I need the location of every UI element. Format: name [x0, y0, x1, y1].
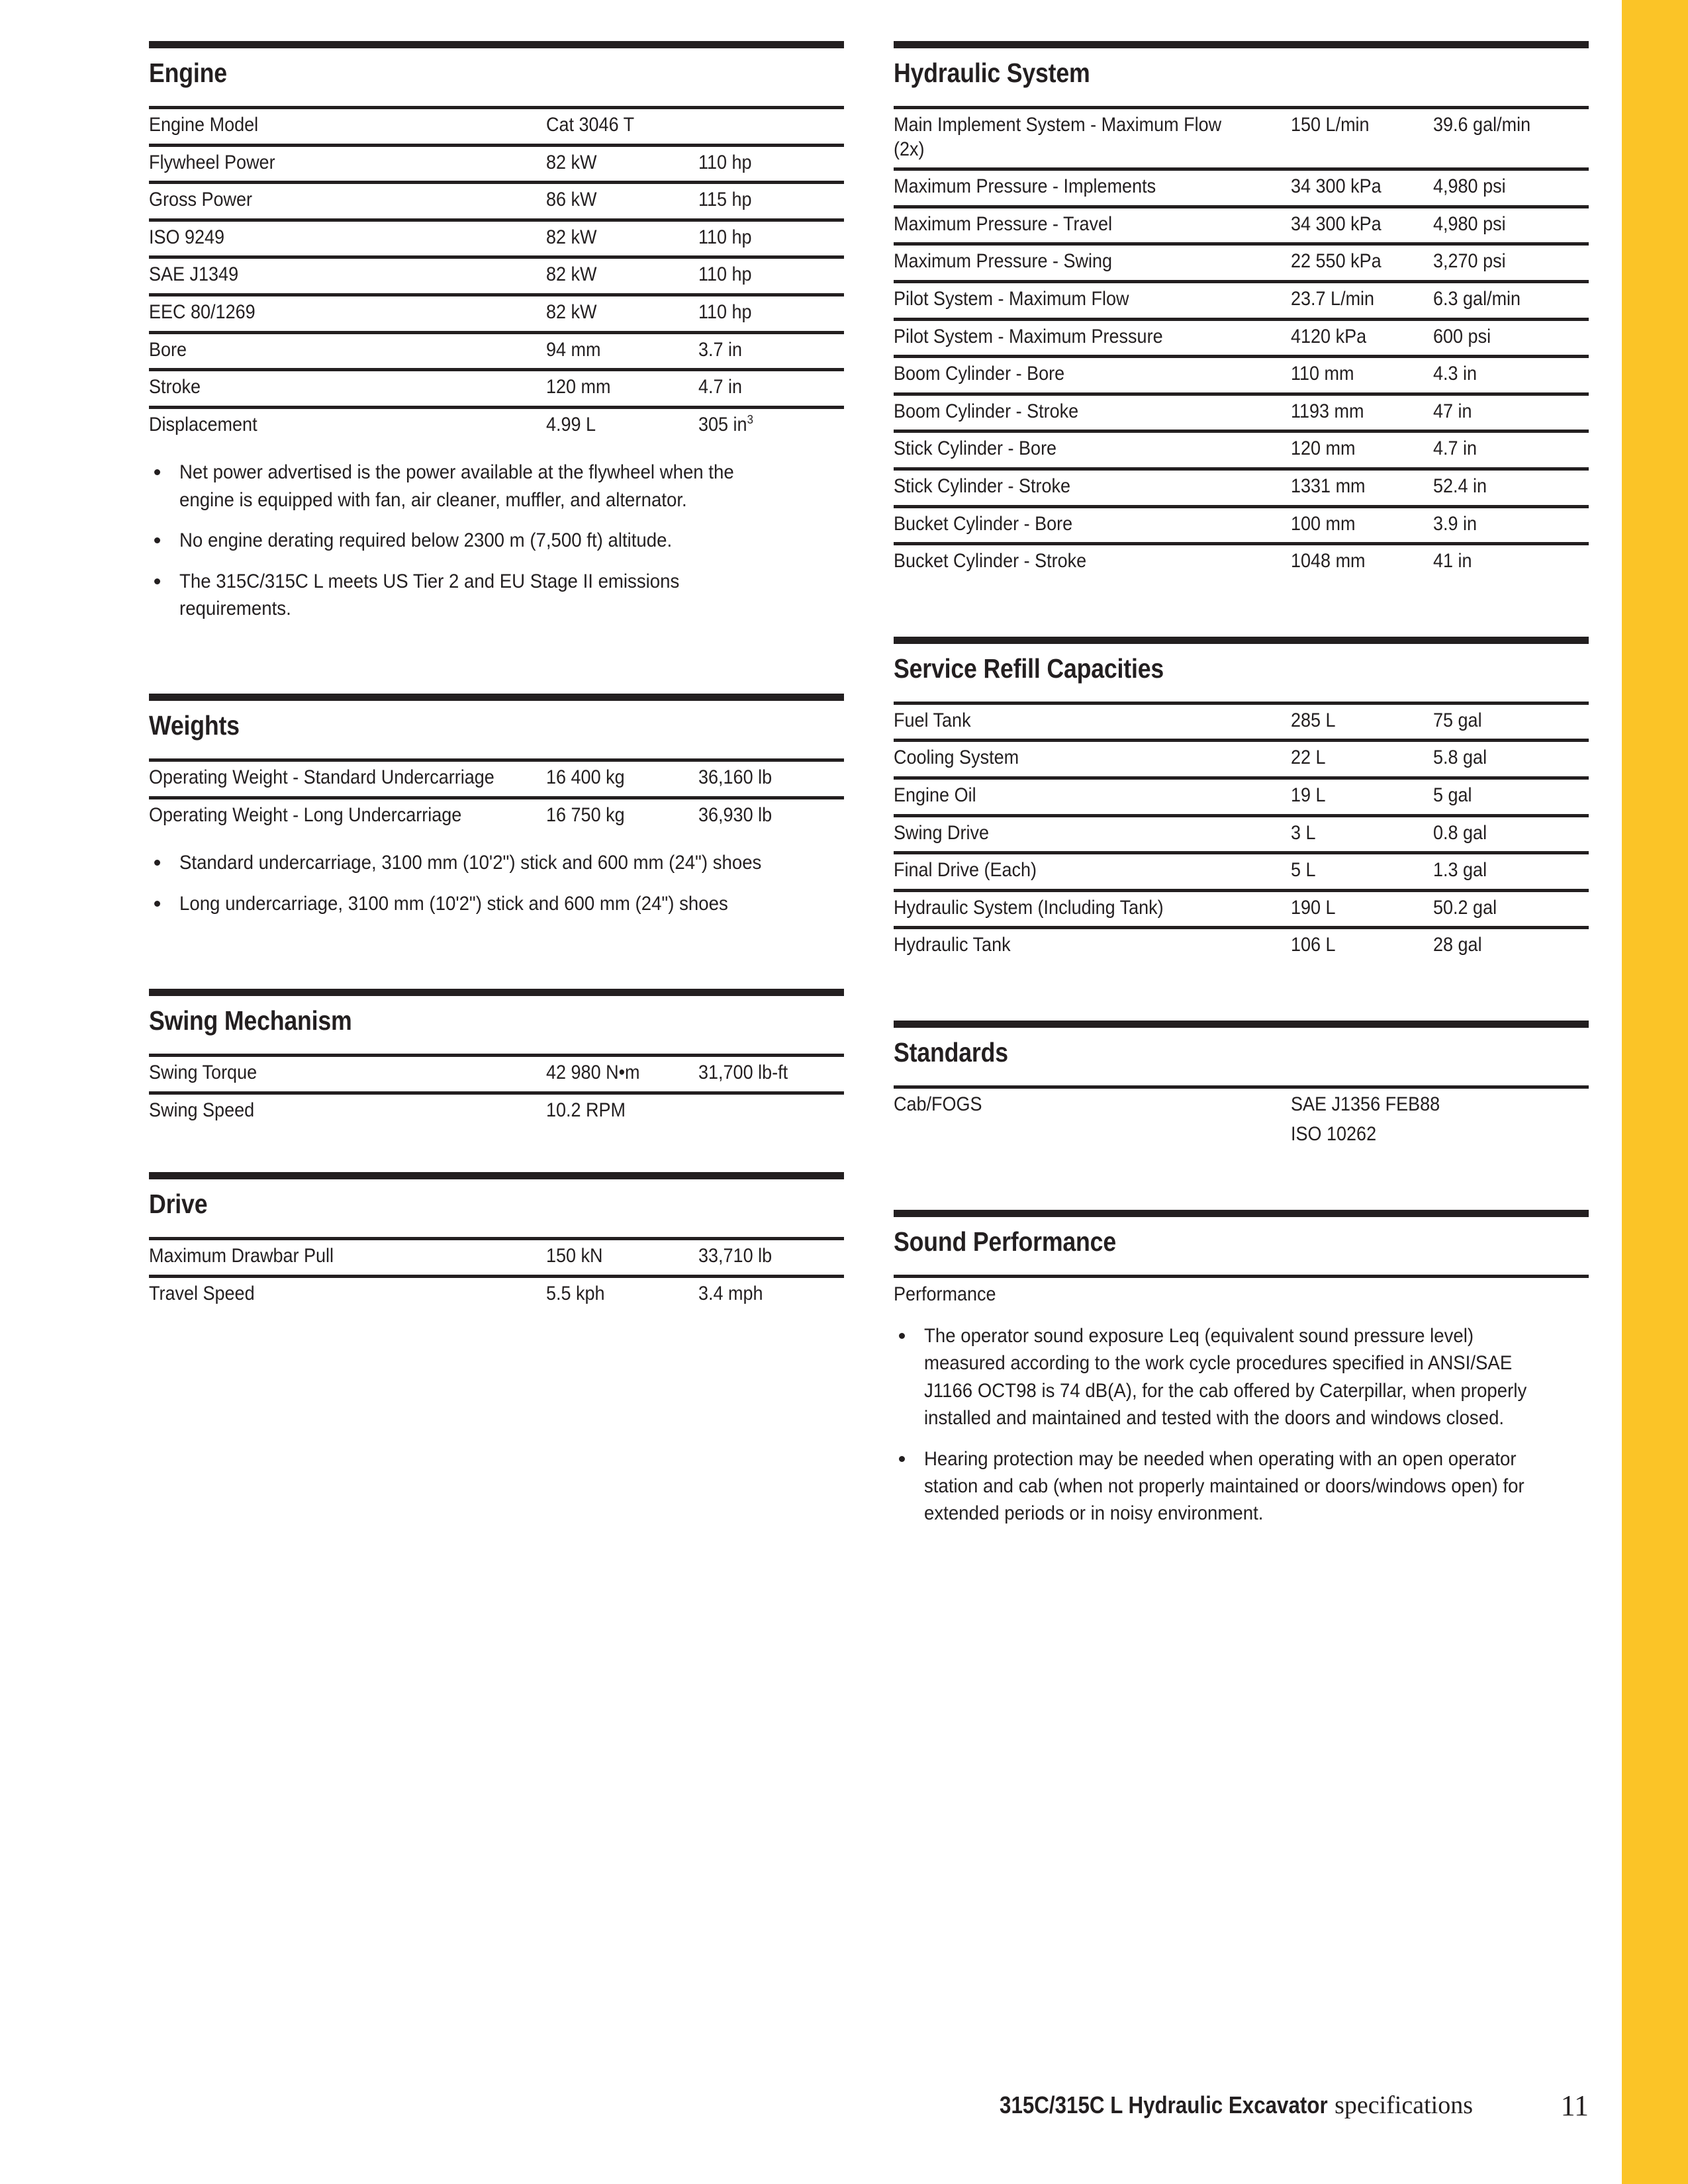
row-label: Travel Speed: [149, 1277, 546, 1312]
row-value-imperial: 4.7 in: [698, 370, 844, 408]
row-label: Swing Speed: [149, 1093, 546, 1128]
row-label: Final Drive (Each): [894, 853, 1291, 891]
section-rule: [894, 637, 1589, 644]
spacer: [894, 1153, 1589, 1210]
row-value-metric: 16 750 kg: [546, 797, 698, 833]
row-value-metric: 100 mm: [1291, 506, 1433, 544]
section-title-service-refill-capacities: Service Refill Capacities: [894, 653, 1164, 684]
row-value-imperial: 110 hp: [698, 145, 844, 183]
row-label: Displacement: [149, 407, 546, 443]
spacer: [894, 580, 1589, 637]
list-item: [149, 527, 844, 554]
row-value-metric: 16 400 kg: [546, 760, 698, 798]
spacer: [149, 917, 844, 989]
table-row: [894, 778, 1589, 815]
row-value-metric: 82 kW: [546, 295, 698, 332]
row-value-metric: 1331 mm: [1291, 469, 1433, 506]
section-title-standards: Standards: [894, 1036, 1008, 1068]
row-value-imperial: 4.7 in: [1433, 432, 1589, 469]
row-value-metric: 4120 kPa: [1291, 319, 1433, 357]
row-value-metric: 3 L: [1291, 815, 1433, 853]
row-value-imperial: 110 hp: [698, 295, 844, 332]
table-row: [149, 760, 844, 798]
row-value-imperial: 305 $in^3$: [698, 407, 844, 443]
standards-rows: [894, 1087, 1589, 1153]
row-value-metric: 120 mm: [1291, 432, 1433, 469]
row-label: Bucket Cylinder - Bore: [894, 506, 1291, 544]
row-label: Maximum Pressure - Swing: [894, 244, 1291, 282]
row-value-imperial: 36,160 lb: [698, 760, 844, 798]
row-value-metric: 285 L: [1291, 703, 1433, 741]
section-title-swing-mechanism: Swing Mechanism: [149, 1005, 352, 1036]
table-row: [149, 1093, 844, 1128]
right-column: [894, 41, 1589, 1527]
row-label: Hydraulic System (Including Tank): [894, 890, 1291, 928]
row-value-metric: 5 L: [1291, 853, 1433, 891]
table-row: [149, 370, 844, 408]
row-value-metric: 4.99 L: [546, 407, 698, 443]
row-label: Gross Power: [149, 183, 546, 220]
table-row: [149, 407, 844, 443]
row-label: Stroke: [149, 370, 546, 408]
row-label: Swing Drive: [894, 815, 1291, 853]
row-label: Bucket Cylinder - Stroke: [894, 544, 1291, 580]
section-engine: [149, 41, 844, 622]
swing-mechanism-spec-table: [149, 1054, 844, 1128]
row-value-imperial: 33,710 lb: [698, 1239, 844, 1277]
table-row: [894, 853, 1589, 891]
table-row: [894, 469, 1589, 506]
table-row: [149, 1239, 844, 1277]
drive-spec-table: [149, 1237, 844, 1312]
row-value-imperial: 52.4 in: [1433, 469, 1589, 506]
table-row: [894, 815, 1589, 853]
row-value-metric: 22 L: [1291, 741, 1433, 778]
row-label: Engine Oil: [894, 778, 1291, 815]
row-value-metric: 1193 mm: [1291, 394, 1433, 432]
table-row: [894, 506, 1589, 544]
list-item-text: Standard undercarriage, 3100 mm (10'2") stick and 600 mm (24") shoes: [179, 852, 762, 874]
row-label: Engine Model: [149, 108, 546, 146]
row-value-metric: 94 mm: [546, 332, 698, 370]
table-row: [894, 169, 1589, 207]
table-row: [149, 1277, 844, 1312]
row-label: Flywheel Power: [149, 145, 546, 183]
row-value-imperial: 3.7 in: [698, 332, 844, 370]
table-row: [894, 394, 1589, 432]
row-value-imperial: 4.3 in: [1433, 357, 1589, 394]
hydraulic-system-spec-table: [894, 106, 1589, 580]
section-title-engine: Engine: [149, 58, 227, 88]
row-value-metric: 82 kW: [546, 145, 698, 183]
row-value-metric: 19 L: [1291, 778, 1433, 815]
list-item-text: The 315C/315C L meets US Tier 2 and EU Stage II emissions requirements.: [179, 570, 680, 619]
sound-performance-subheading: Performance: [894, 1283, 996, 1306]
table-row: [894, 890, 1589, 928]
row-value-metric: Cat 3046 T: [546, 108, 698, 146]
section-sound-performance: [894, 1210, 1589, 1527]
list-item-text: Long undercarriage, 3100 mm (10'2") stick and 600 mm (24") shoes: [179, 892, 728, 915]
hydraulic-rows: [894, 108, 1589, 580]
table-row: [894, 357, 1589, 394]
table-row: [149, 183, 844, 220]
row-label: Maximum Pressure - Travel: [894, 206, 1291, 244]
engine-notes: [149, 459, 844, 622]
table-row: [894, 544, 1589, 580]
table-row: [894, 319, 1589, 357]
row-value-imperial: 39.6 gal/min: [1433, 108, 1589, 169]
row-value-imperial: 115 hp: [698, 183, 844, 220]
sound-performance-notes: [894, 1322, 1589, 1527]
row-label: Boom Cylinder - Bore: [894, 357, 1291, 394]
table-row: [149, 220, 844, 257]
row-label: Fuel Tank: [894, 703, 1291, 741]
row-value-imperial: 3,270 psi: [1433, 244, 1589, 282]
row-label: Operating Weight - Standard Undercarriage: [149, 760, 546, 798]
accent-edge-bar: [1622, 0, 1688, 2184]
list-item: [894, 1445, 1589, 1527]
section-rule: [894, 1021, 1589, 1028]
row-value-imperial: 3.9 in: [1433, 506, 1589, 544]
row-value-imperial: 600 psi: [1433, 319, 1589, 357]
service-rows: [894, 703, 1589, 964]
row-value-imperial: [698, 1093, 844, 1128]
spacer: [894, 964, 1589, 1021]
superscript: 3: [747, 412, 753, 426]
section-drive: [149, 1172, 844, 1312]
engine-spec-table: [149, 106, 844, 443]
row-value-imperial: 36,930 lb: [698, 797, 844, 833]
sound-performance-subheading-rule: [894, 1275, 1589, 1306]
row-value-imperial: 3.4 mph: [698, 1277, 844, 1312]
row-value-metric: SAE J1356 FEB88: [1291, 1087, 1433, 1122]
table-row: [894, 703, 1589, 741]
row-value-metric: ISO 10262: [1291, 1123, 1377, 1146]
row-label: Swing Torque: [149, 1056, 546, 1093]
table-row: [894, 281, 1589, 319]
engine-rows: [149, 108, 844, 443]
row-value-imperial: 28 gal: [1433, 928, 1589, 964]
row-value-imperial: 6.3 gal/min: [1433, 281, 1589, 319]
row-value-metric: 34 300 kPa: [1291, 169, 1433, 207]
row-label: [894, 1122, 1291, 1153]
row-value-metric: 190 L: [1291, 890, 1433, 928]
service-refill-spec-table: [894, 702, 1589, 964]
drive-rows: [149, 1239, 844, 1312]
table-row: [894, 244, 1589, 282]
page-footer: [149, 2078, 1589, 2122]
row-value-imperial: [1433, 1122, 1589, 1153]
table-row: [894, 206, 1589, 244]
table-row: [894, 1122, 1589, 1153]
row-value-imperial: 4,980 psi: [1433, 169, 1589, 207]
table-row: [894, 108, 1589, 169]
row-value-metric: 106 L: [1291, 928, 1433, 964]
footer-title-regular: specifications: [1335, 2091, 1473, 2119]
row-label: Main Implement System - Maximum Flow (2x): [894, 108, 1291, 169]
section-rule: [894, 1210, 1589, 1217]
row-label: Pilot System - Maximum Flow: [894, 281, 1291, 319]
row-value-imperial: 4,980 psi: [1433, 206, 1589, 244]
row-value-metric: 82 kW: [546, 220, 698, 257]
section-title-weights: Weights: [149, 710, 240, 741]
table-row: [149, 108, 844, 146]
list-item: [149, 849, 844, 876]
weights-notes: [149, 849, 844, 917]
table-row: [149, 295, 844, 332]
section-swing-mechanism: [149, 989, 844, 1128]
row-value-imperial: 41 in: [1433, 544, 1589, 580]
row-label: Pilot System - Maximum Pressure: [894, 319, 1291, 357]
standards-spec-table: [894, 1085, 1589, 1153]
list-item-text: Hearing protection may be needed when operating with an open operator station and cab (when not properly maintained or doors/windows open) for extended periods or in noisy environment.: [924, 1447, 1524, 1525]
row-value-imperial: [1433, 1087, 1589, 1122]
table-row: [894, 928, 1589, 964]
row-value-imperial: 31,700 lb-ft: [698, 1056, 844, 1093]
table-row: [149, 332, 844, 370]
row-value-metric: 120 mm: [546, 370, 698, 408]
section-rule: [149, 989, 844, 996]
spacer: [149, 1128, 844, 1172]
row-value-metric: 22 550 kPa: [1291, 244, 1433, 282]
row-value-metric: 150 L/min: [1291, 108, 1433, 169]
row-value-metric: 150 kN: [546, 1239, 698, 1277]
row-value-metric: 86 kW: [546, 183, 698, 220]
row-value-imperial: 75 gal: [1433, 703, 1589, 741]
table-row: [149, 1056, 844, 1093]
row-value-metric: 34 300 kPa: [1291, 206, 1433, 244]
section-title-sound-performance: Sound Performance: [894, 1226, 1116, 1257]
list-item: [149, 568, 844, 623]
row-value-imperial: 47 in: [1433, 394, 1589, 432]
row-value-imperial: 1.3 gal: [1433, 853, 1589, 891]
row-label: Maximum Pressure - Implements: [894, 169, 1291, 207]
table-row: [149, 257, 844, 295]
section-title-hydraulic-system: Hydraulic System: [894, 58, 1090, 88]
spacer: [149, 622, 844, 694]
weights-spec-table: [149, 758, 844, 833]
row-label: Stick Cylinder - Bore: [894, 432, 1291, 469]
row-value-metric: 5.5 kph: [546, 1277, 698, 1312]
section-standards: [894, 1021, 1589, 1153]
row-value-metric: 23.7 L/min: [1291, 281, 1433, 319]
weights-rows: [149, 760, 844, 834]
section-rule: [149, 694, 844, 701]
row-value-imperial: 5 gal: [1433, 778, 1589, 815]
table-row: [149, 797, 844, 833]
list-item: [894, 1322, 1589, 1432]
section-service-refill-capacities: [894, 637, 1589, 964]
page-number: 11: [1560, 2089, 1589, 2122]
swing-rows: [149, 1056, 844, 1129]
left-column: [149, 41, 844, 1312]
row-label: SAE J1349: [149, 257, 546, 295]
list-item-text: The operator sound exposure Leq (equivalent sound pressure level) measured according to the work cycle procedures specified in ANSI/SAE J1166 OCT98 is 74 dB(A), for the cab offered by Caterpillar, when properly installed and maintained and tested with the doors and windows closed.: [924, 1325, 1527, 1430]
list-item-text: No engine derating required below 2300 m (7,500 ft) altitude.: [179, 529, 673, 552]
row-value-imperial: 110 hp: [698, 220, 844, 257]
row-value-metric: 82 kW: [546, 257, 698, 295]
row-label: Stick Cylinder - Stroke: [894, 469, 1291, 506]
table-row: [149, 145, 844, 183]
section-rule: [149, 1172, 844, 1179]
section-weights: [149, 694, 844, 917]
row-value-metric: 42 980 N•m: [546, 1056, 698, 1093]
row-value-imperial: 5.8 gal: [1433, 741, 1589, 778]
footer-title: [951, 2093, 1473, 2118]
row-value-imperial: [698, 108, 844, 146]
row-value-metric: 1048 mm: [1291, 544, 1433, 580]
table-row: [894, 741, 1589, 778]
section-rule: [149, 41, 844, 48]
list-item-text: Net power advertised is the power available at the flywheel when the engine is equipped with fan, air cleaner, muffler, and alternator.: [179, 461, 734, 511]
row-label: Hydraulic Tank: [894, 928, 1291, 964]
section-hydraulic-system: [894, 41, 1589, 580]
row-value-metric: 10.2 RPM: [546, 1093, 698, 1128]
row-label: ISO 9249: [149, 220, 546, 257]
footer-title-bold: 315C/315C L Hydraulic Excavator: [1000, 2091, 1329, 2118]
row-value-imperial: 0.8 gal: [1433, 815, 1589, 853]
row-label: Operating Weight - Long Undercarriage: [149, 797, 546, 833]
row-label: Cab/FOGS: [894, 1087, 1291, 1122]
section-rule: [894, 41, 1589, 48]
list-item: [149, 459, 844, 514]
row-label: Maximum Drawbar Pull: [149, 1239, 546, 1277]
row-value-metric: 110 mm: [1291, 357, 1433, 394]
table-row: [894, 1087, 1589, 1122]
row-label: Boom Cylinder - Stroke: [894, 394, 1291, 432]
row-value-imperial: 50.2 gal: [1433, 890, 1589, 928]
section-title-drive: Drive: [149, 1189, 208, 1220]
row-value-imperial: 110 hp: [698, 257, 844, 295]
row-label: EEC 80/1269: [149, 295, 546, 332]
list-item: [149, 890, 844, 917]
row-label: Cooling System: [894, 741, 1291, 778]
table-row: [894, 432, 1589, 469]
row-label: Bore: [149, 332, 546, 370]
